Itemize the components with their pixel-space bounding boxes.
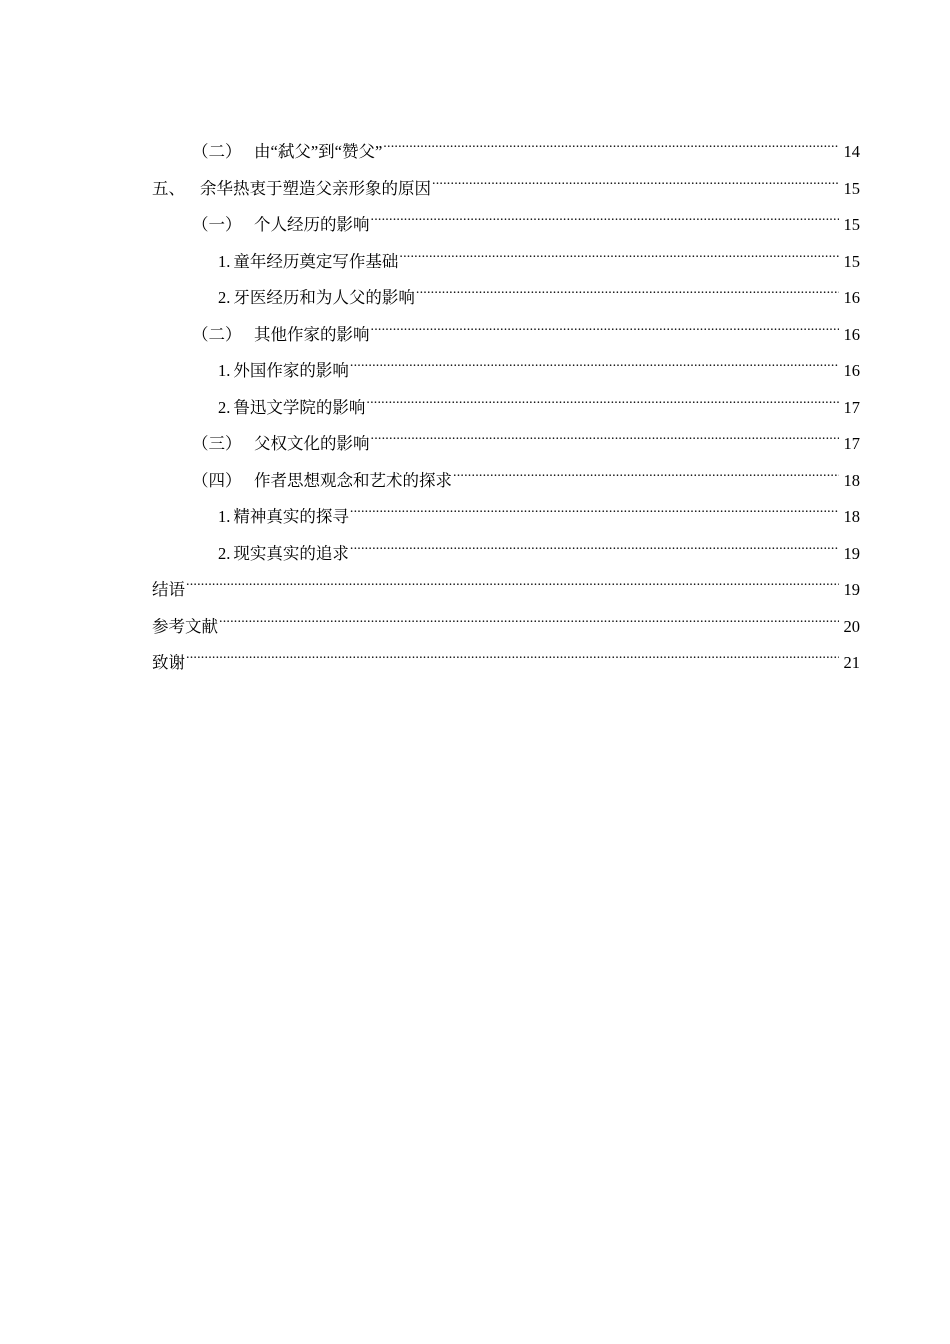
toc-entry-number: 1. <box>218 251 231 271</box>
toc-dot-leader <box>366 393 839 413</box>
toc-entry-number: 五、 <box>152 178 185 198</box>
toc-entry-number: （三） <box>192 434 242 453</box>
toc-dot-leader <box>416 283 839 303</box>
toc-entry-page: 16 <box>843 361 860 380</box>
toc-dot-leader <box>219 612 839 632</box>
toc-entry-number: （二） <box>192 142 242 161</box>
toc-entry[interactable] <box>152 612 860 649</box>
toc-entry-page: 17 <box>843 397 860 417</box>
toc-entry[interactable] <box>152 356 860 393</box>
toc-entry-page: 17 <box>843 434 860 453</box>
toc-entry-title: 作者思想观念和艺术的探求 <box>254 470 452 490</box>
toc-entry[interactable] <box>152 648 860 685</box>
toc-entry[interactable] <box>152 575 860 612</box>
toc-entry-number: （四） <box>192 470 242 490</box>
toc-dot-leader <box>371 320 840 340</box>
toc-entry-page: 15 <box>843 251 860 271</box>
table-of-contents <box>152 137 860 685</box>
toc-entry-title: 结语 <box>152 580 185 599</box>
toc-entry[interactable] <box>152 502 860 539</box>
toc-dot-leader <box>432 174 839 194</box>
toc-entry-page: 15 <box>843 178 860 198</box>
toc-entry[interactable] <box>152 210 860 247</box>
toc-entry[interactable] <box>152 539 860 576</box>
toc-entry-number: 2. <box>218 397 231 417</box>
toc-dot-leader <box>350 502 839 522</box>
toc-entry-number: （一） <box>192 215 242 234</box>
toc-entry-title: 精神真实的探寻 <box>233 507 349 526</box>
toc-entry-page: 16 <box>843 324 860 344</box>
toc-entry[interactable] <box>152 247 860 284</box>
toc-dot-leader <box>186 575 839 595</box>
toc-entry-page: 14 <box>843 142 860 161</box>
toc-entry-title: 个人经历的影响 <box>254 215 370 234</box>
toc-entry[interactable] <box>152 393 860 430</box>
toc-entry-title: 其他作家的影响 <box>254 324 370 344</box>
toc-entry-number: （二） <box>192 324 242 344</box>
toc-entry[interactable] <box>152 137 860 174</box>
toc-entry-page: 20 <box>843 616 860 636</box>
toc-entry-page: 19 <box>843 580 860 599</box>
toc-dot-leader <box>186 648 839 668</box>
toc-entry-number: 2. <box>218 543 231 563</box>
toc-dot-leader <box>350 539 839 559</box>
toc-entry-title: 致谢 <box>152 653 185 672</box>
toc-entry-number: 2. <box>218 288 231 307</box>
toc-dot-leader <box>453 466 839 486</box>
toc-entry[interactable] <box>152 429 860 466</box>
toc-entry-page: 21 <box>843 653 860 672</box>
toc-entry-title: 现实真实的追求 <box>233 543 349 563</box>
toc-entry[interactable] <box>152 174 860 211</box>
toc-entry-page: 19 <box>843 543 860 563</box>
toc-entry-number: 1. <box>218 507 231 526</box>
toc-entry-page: 18 <box>843 470 860 490</box>
toc-dot-leader <box>371 210 840 230</box>
toc-entry-title: 父权文化的影响 <box>254 434 370 453</box>
toc-dot-leader <box>371 429 840 449</box>
toc-entry-title: 余华热衷于塑造父亲形象的原因 <box>200 178 431 198</box>
toc-dot-leader <box>350 356 839 376</box>
toc-entry-page: 16 <box>843 288 860 307</box>
toc-entry-number: 1. <box>218 361 231 380</box>
toc-entry-title: 参考文献 <box>152 616 218 636</box>
toc-entry-title: 外国作家的影响 <box>233 361 349 380</box>
toc-entry-title: 童年经历奠定写作基础 <box>233 251 399 271</box>
toc-dot-leader <box>399 247 839 267</box>
toc-entry[interactable] <box>152 320 860 357</box>
toc-entry[interactable] <box>152 283 860 320</box>
toc-entry-page: 18 <box>843 507 860 526</box>
toc-dot-leader <box>383 137 839 157</box>
toc-entry-page: 15 <box>843 215 860 234</box>
toc-entry-title: 鲁迅文学院的影响 <box>233 397 366 417</box>
toc-entry-title: 由“弑父”到“赞父” <box>254 142 383 161</box>
toc-entry[interactable] <box>152 466 860 503</box>
toc-entry-title: 牙医经历和为人父的影响 <box>233 288 415 307</box>
